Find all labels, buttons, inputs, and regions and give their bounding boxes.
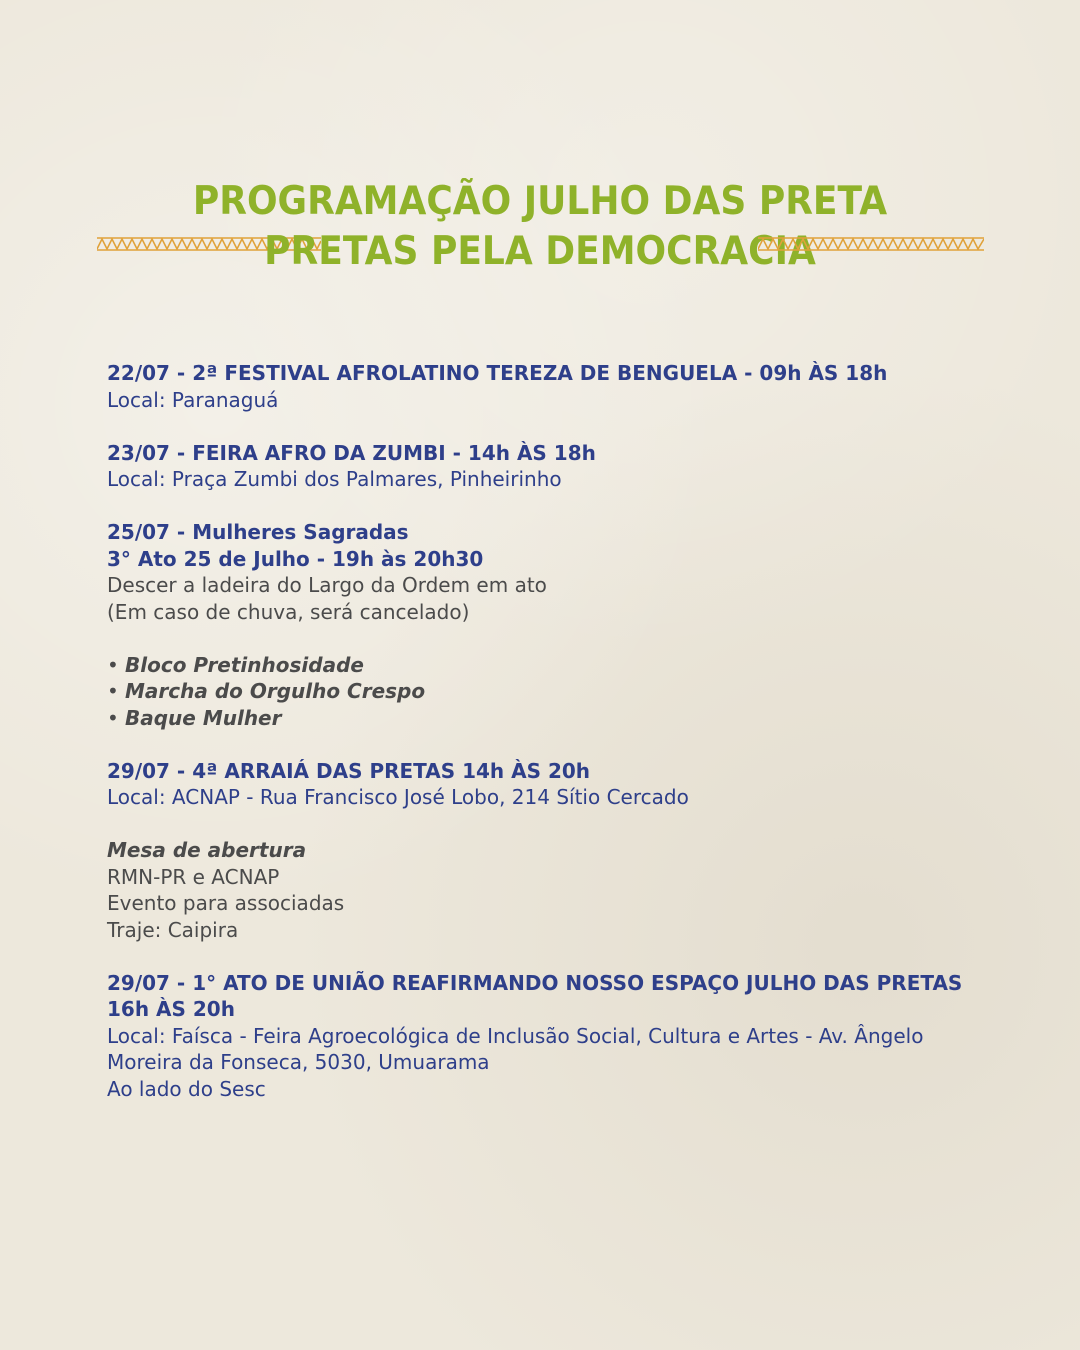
event-subtitle: Mesa de abertura xyxy=(107,838,307,862)
list-item: • Baque Mulher xyxy=(107,705,282,730)
event-2 xyxy=(107,440,987,493)
event-4 xyxy=(107,758,987,944)
zigzag-ornament-right xyxy=(758,234,984,254)
event-line: RMN-PR e ACNAP xyxy=(107,864,280,889)
event-3 xyxy=(107,519,987,731)
event-heading: 29/07 - 4ª ARRAIÁ DAS PRETAS 14h ÀS 20h xyxy=(107,758,591,783)
event-5 xyxy=(107,970,987,1103)
event-line: Traje: Caipira xyxy=(107,917,239,942)
event-heading: 23/07 - FEIRA AFRO DA ZUMBI - 14h ÀS 18h xyxy=(107,440,596,465)
list-item: • Marcha do Orgulho Crespo xyxy=(107,679,426,703)
event-heading: 25/07 - Mulheres Sagradas xyxy=(107,520,409,544)
schedule xyxy=(107,360,987,1102)
event-1 xyxy=(107,360,987,413)
event-location: Local: Praça Zumbi dos Palmares, Pinheirinho xyxy=(107,467,562,491)
event-location: Local: ACNAP - Rua Francisco José Lobo, 214 Sítio Cercado xyxy=(107,785,689,809)
event-subheading: 3° Ato 25 de Julho - 19h às 20h30 xyxy=(107,546,484,571)
participants-list xyxy=(107,652,987,732)
title-line-2: PRETAS PELA DEMOCRACIA xyxy=(264,229,816,274)
title-line-1: PROGRAMAÇÃO JULHO DAS PRETA xyxy=(192,179,888,224)
header xyxy=(0,172,1080,282)
event-line: Evento para associadas xyxy=(107,891,345,915)
event-location: Moreira da Fonseca, 5030, Umuarama xyxy=(107,1050,490,1074)
event-note: (Em caso de chuva, será cancelado) xyxy=(107,599,470,624)
event-location: Local: Paranaguá xyxy=(107,387,279,412)
event-description: Descer a ladeira do Largo da Ordem em ato xyxy=(107,573,547,597)
event-location: Ao lado do Sesc xyxy=(107,1076,266,1101)
event-heading: 29/07 - 1° ATO DE UNIÃO REAFIRMANDO NOSSO ESPAÇO JULHO DAS PRETAS xyxy=(107,970,963,995)
list-item: • Bloco Pretinhosidade xyxy=(107,652,364,677)
event-subheading: 16h ÀS 20h xyxy=(107,997,235,1021)
event-heading: 22/07 - 2ª FESTIVAL AFROLATINO TEREZA DE BENGUELA - 09h ÀS 18h xyxy=(107,361,888,385)
event-location: Local: Faísca - Feira Agroecológica de Inclusão Social, Cultura e Artes - Av. Ângelo xyxy=(107,1023,924,1048)
